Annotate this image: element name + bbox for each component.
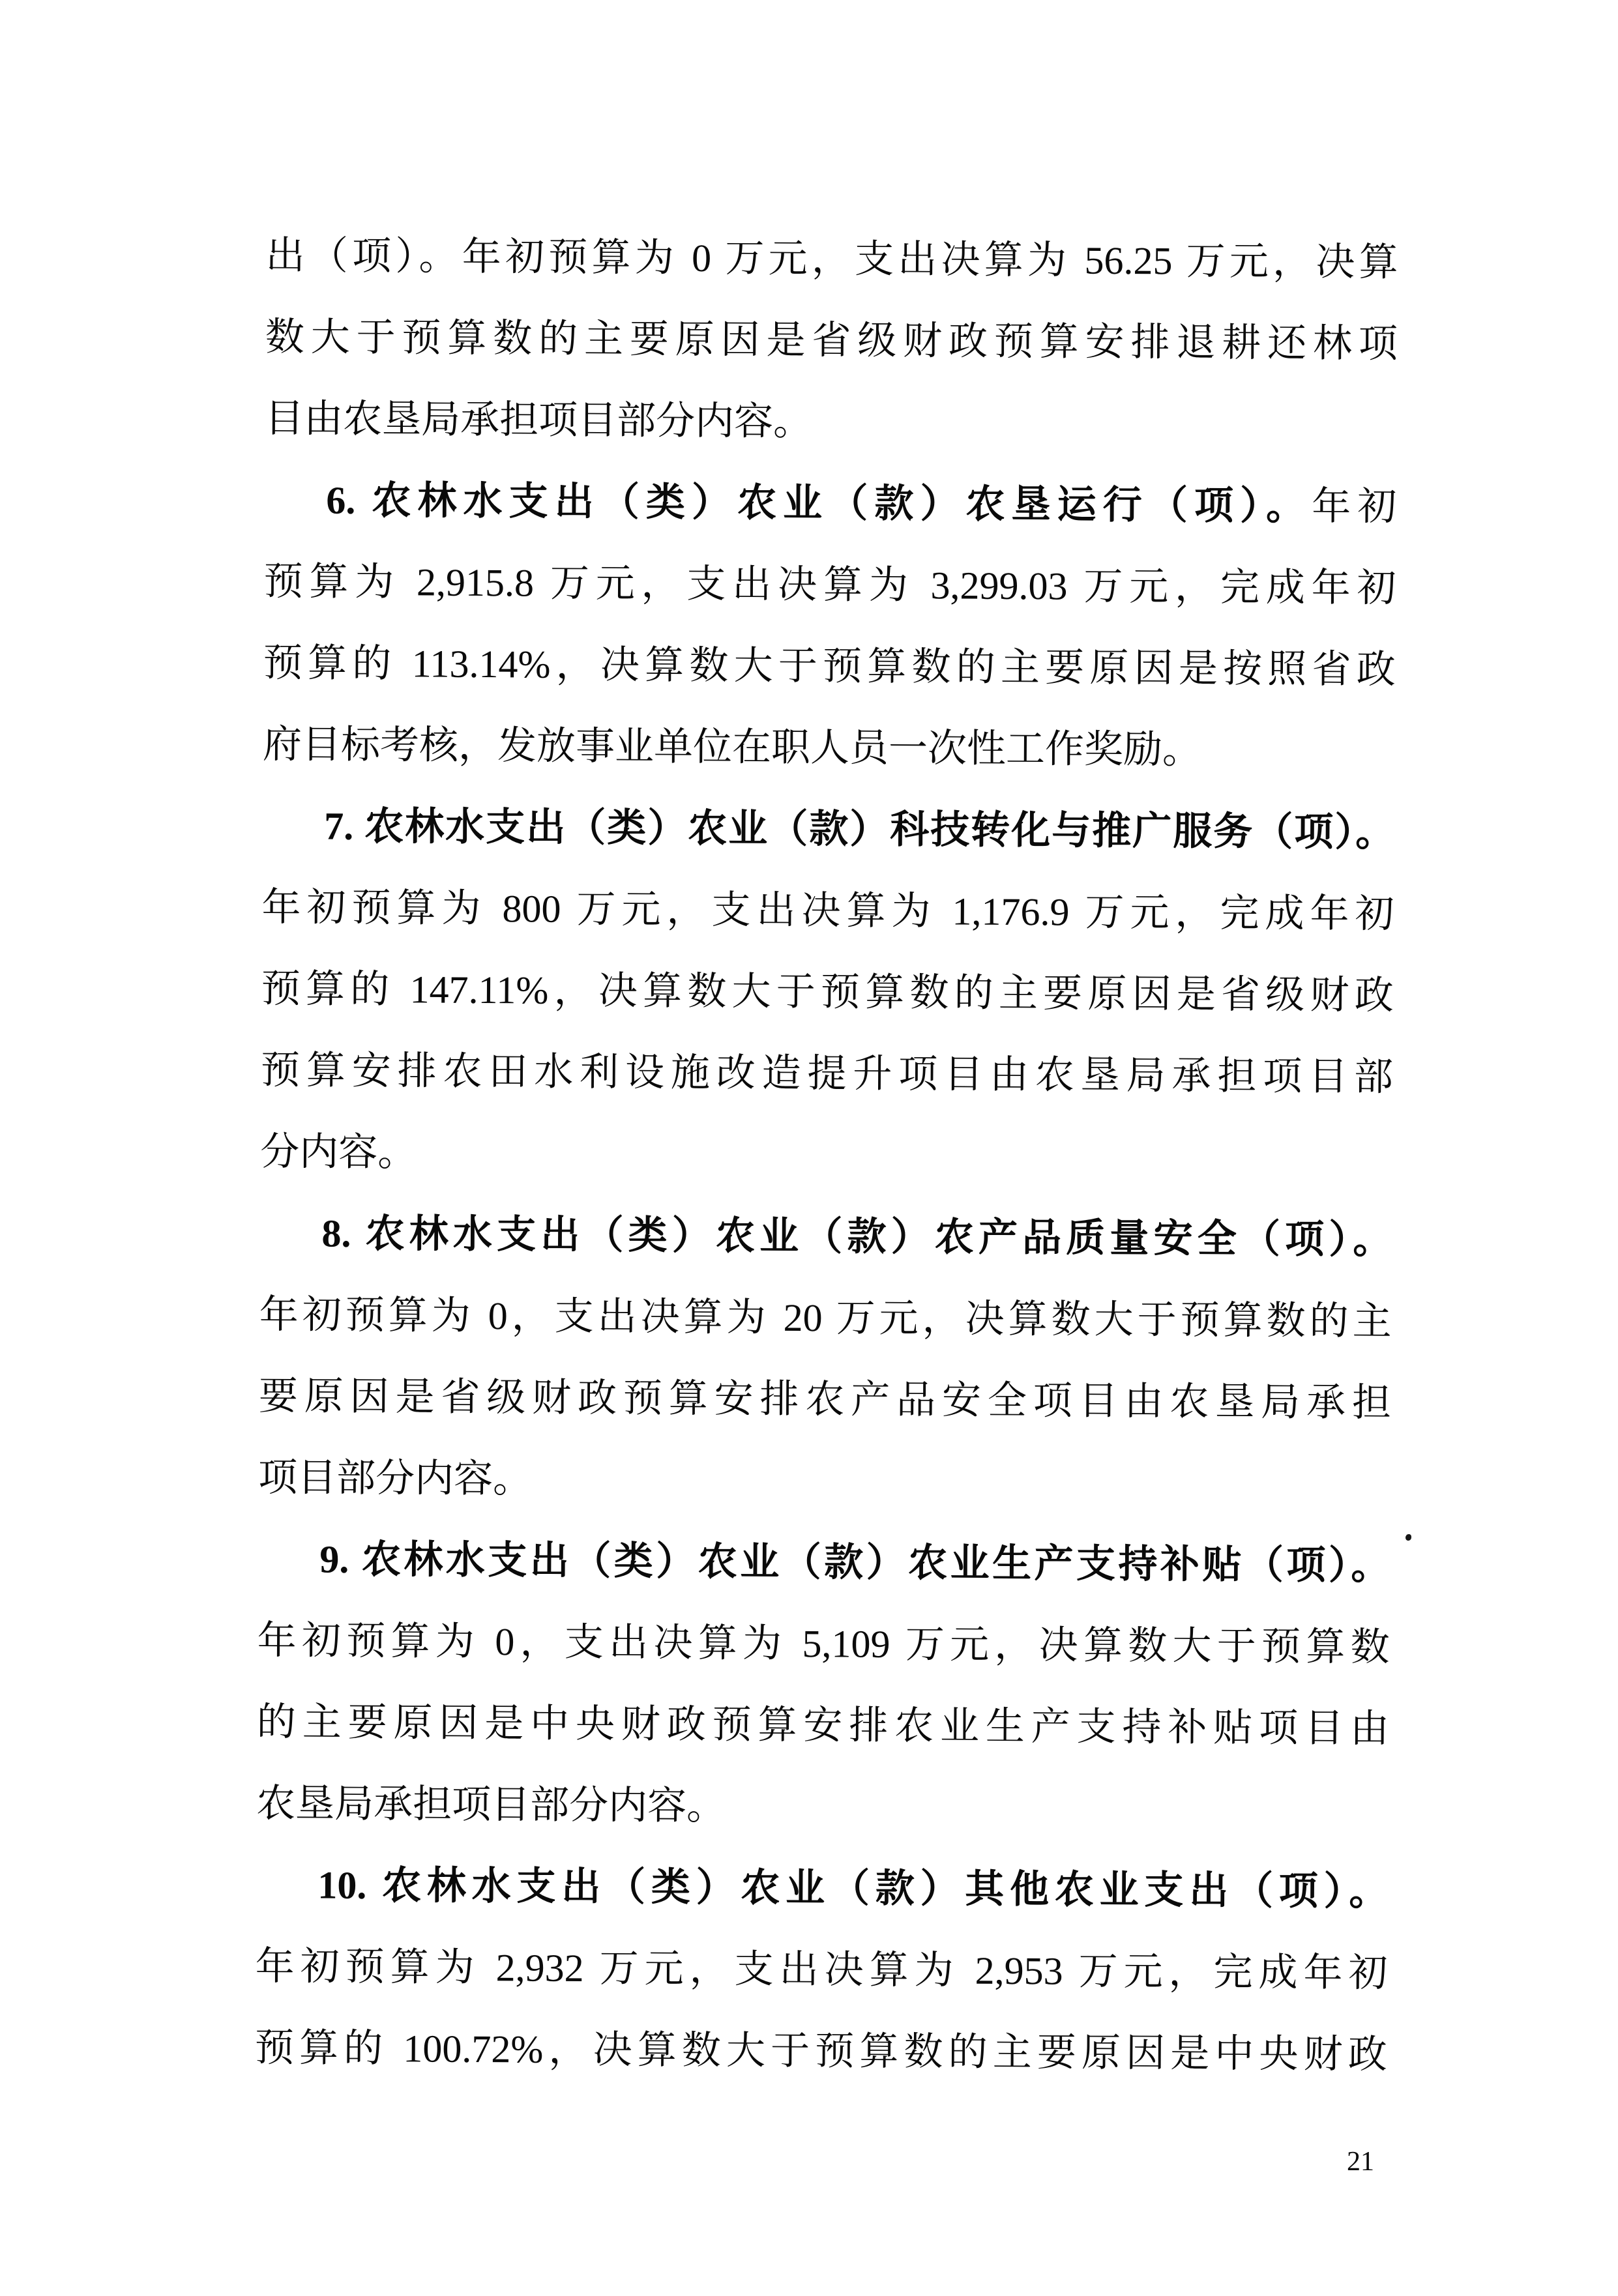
paragraph-item-6 [263, 459, 1397, 792]
body-text: 年初 [1312, 484, 1397, 529]
paragraph-item-10 [254, 1844, 1388, 2096]
text-line [257, 1519, 1390, 1607]
body-text: 预算的 113.14%，决算数大于预算数的主要原因是按照省政 [263, 641, 1396, 691]
text-line [265, 215, 1398, 304]
body-text: 预算的 100.72%，决算数大于预算数的主要原因是中央财政 [254, 2026, 1387, 2076]
body-text: 府目标考核，发放事业单位在职人员一次性工作奖励。 [262, 722, 1202, 772]
paragraph-item-9 [256, 1519, 1390, 1852]
text-line [264, 459, 1397, 548]
text-line [254, 2007, 1387, 2096]
paragraph-item-7 [260, 785, 1395, 1200]
body-text: 预算安排农田水利设施改造提升项目由农垦局承担项目部 [260, 1048, 1394, 1099]
body-text: 预算的 147.11%，决算数大于预算数的主要原因是省级财政 [261, 966, 1394, 1017]
scan-speck [1405, 1534, 1411, 1541]
body-text: 年初预算为 0，支出决算为 20 万元，决算数大于预算数的主 [259, 1292, 1392, 1343]
text-line [259, 1193, 1392, 1281]
paragraph-item-5-continuation [265, 215, 1398, 467]
text-line [260, 1111, 1393, 1200]
page-number: 21 [1347, 2147, 1374, 2177]
text-line [261, 867, 1394, 955]
text-line [263, 704, 1396, 792]
body-text: 项目部分内容。 [257, 1455, 533, 1501]
text-line [265, 378, 1398, 467]
body-text: 数大于预算数的主要原因是省级财政预算安排退耕还林项 [265, 315, 1398, 366]
text-line [257, 1600, 1390, 1689]
body-text: 农垦局承担项目部分内容。 [256, 1781, 726, 1828]
text-line [259, 1274, 1392, 1363]
text-line [255, 1926, 1388, 2014]
body-text: 预算为 2,915.8 万元，支出决算为 3,299.03 万元，完成年初 [263, 559, 1396, 610]
body-text: 出（项）。年初预算为 0 万元，支出决算为 56.25 万元，决算 [265, 233, 1398, 284]
text-line [265, 297, 1398, 385]
text-line [259, 1356, 1392, 1444]
body-text: 年初预算为 800 万元，支出决算为 1,176.9 万元，完成年初 [261, 885, 1394, 936]
body-text: 年初预算为 0，支出决算为 5,109 万元，决算数大于预算数 [257, 1618, 1390, 1669]
section-heading-text: 6. 农林水支出（类）农业（款）农垦运行（项）。 [326, 478, 1312, 528]
document-body [254, 215, 1398, 2096]
section-heading-text: 8. 农林水支出（类）农业（款）农产品质量安全（项）。 [321, 1212, 1392, 1262]
body-text: 分内容。 [260, 1129, 417, 1174]
text-line [261, 1030, 1394, 1118]
text-line [263, 541, 1396, 630]
section-heading-text: 9. 农林水支出（类）农业（款）农业生产支持补贴（项）。 [319, 1537, 1390, 1588]
text-line [256, 1763, 1389, 1852]
body-text: 的主要原因是中央财政预算安排农业生产支持补贴项目由 [256, 1700, 1390, 1751]
paragraph-item-8 [258, 1193, 1392, 1526]
text-line [261, 948, 1394, 1037]
text-line [262, 785, 1395, 874]
section-heading-text: 10. 农林水支出（类）农业（款）其他农业支出（项）。 [317, 1863, 1389, 1913]
body-text: 年初预算为 2,932 万元，支出决算为 2,953 万元，完成年初 [255, 1944, 1388, 1995]
text-line [263, 622, 1396, 711]
body-text: 要原因是省级财政预算安排农产品安全项目由农垦局承担 [258, 1374, 1392, 1425]
section-heading-text: 7. 农林水支出（类）农业（款）科技转化与推广服务（项）。 [324, 804, 1395, 854]
text-line [258, 1437, 1391, 1526]
text-line [256, 1844, 1389, 1933]
body-text: 目由农垦局承担项目部分内容。 [264, 396, 813, 444]
text-line [256, 1681, 1389, 1770]
